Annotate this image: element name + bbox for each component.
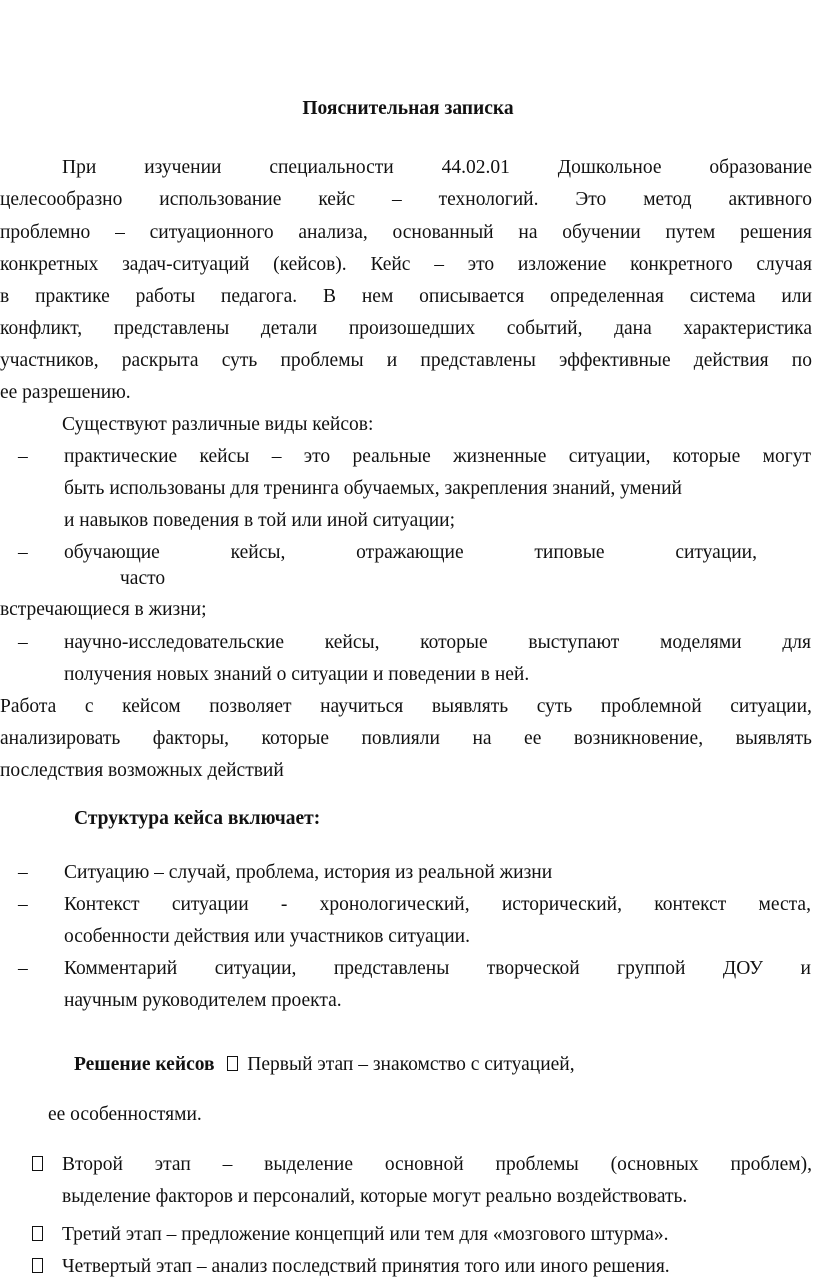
- word: моделями: [660, 632, 742, 653]
- box-bullet-icon: [32, 1257, 43, 1277]
- types-item-1-line-1: [64, 447, 811, 467]
- word: педагога.: [220, 286, 298, 307]
- types-item-3-line-1: [64, 633, 811, 653]
- solution-stage-1-text: Первый этап – знакомство с ситуацией,: [247, 1054, 575, 1075]
- word: ситуации,: [675, 542, 757, 563]
- types-heading: Существуют различные виды кейсов:: [62, 414, 374, 435]
- word: случая: [756, 254, 812, 275]
- work-line-3: последствия возможных действий: [0, 760, 284, 781]
- word: проблемы: [280, 350, 364, 371]
- word: В: [322, 286, 336, 307]
- solution-stage-3: Третий этап – предложение концепций или тем для «мозгового штурма».: [62, 1224, 669, 1245]
- word: и: [386, 350, 398, 371]
- word: система: [689, 286, 756, 307]
- word: использование: [159, 189, 282, 210]
- word: кейс: [318, 189, 356, 210]
- word: для: [782, 632, 811, 653]
- word: кейсы: [199, 446, 250, 467]
- word: изучении: [144, 157, 222, 178]
- word: это: [303, 446, 331, 467]
- word: контекст: [654, 894, 727, 915]
- word: выявлять: [431, 696, 509, 717]
- solution-stage-4: Четвертый этап – анализ последствий принятия того или иного решения.: [62, 1256, 670, 1277]
- word: ситуации: [171, 894, 249, 915]
- word: представлены: [113, 318, 230, 339]
- solution-stage-2-line-1: [62, 1155, 812, 1175]
- word: основной: [384, 1154, 464, 1175]
- word: дана: [614, 318, 652, 339]
- word: с: [84, 696, 94, 717]
- word: Кейс: [370, 254, 411, 275]
- word: на: [472, 728, 492, 749]
- word: Дошкольное: [557, 157, 662, 178]
- word: выявлять: [735, 728, 812, 749]
- types-item-2-line-1: [64, 543, 757, 563]
- intro-line-4: [0, 255, 812, 275]
- word: представлены: [420, 350, 536, 371]
- solution-heading-line: [74, 1055, 575, 1075]
- word: возникновение,: [573, 728, 704, 749]
- word: выступают: [528, 632, 620, 653]
- word: ситуации,: [568, 446, 651, 467]
- structure-heading: Структура кейса включает:: [74, 808, 321, 829]
- list-dash: –: [18, 446, 28, 467]
- word: исторический,: [501, 894, 622, 915]
- word: -: [280, 894, 288, 915]
- list-dash: –: [18, 542, 28, 563]
- list-dash: –: [18, 862, 28, 883]
- word: это: [467, 254, 495, 275]
- work-line-1: [0, 697, 812, 717]
- word: выделение: [264, 1154, 353, 1175]
- word: путем: [665, 222, 716, 243]
- word: При: [62, 157, 97, 178]
- word: типовые: [534, 542, 605, 563]
- word: (основных: [610, 1154, 699, 1175]
- word: хронологический,: [319, 894, 470, 915]
- work-line-2: [0, 729, 812, 749]
- word: суть: [221, 350, 258, 371]
- word: ситуационного: [149, 222, 274, 243]
- box-bullet-icon: [32, 1155, 43, 1175]
- word: группой: [617, 958, 686, 979]
- word: специальности: [269, 157, 394, 178]
- word: практике: [35, 286, 110, 307]
- word: практические: [64, 446, 178, 467]
- box-bullet-icon: [32, 1225, 43, 1245]
- types-item-1-line-2: быть использованы для тренинга обучаемых, закрепления знаний, умений: [64, 478, 682, 499]
- word: эффективные: [559, 350, 671, 371]
- word: по: [791, 350, 812, 371]
- word: 44.02.01: [441, 157, 510, 178]
- word: суть: [536, 696, 573, 717]
- structure-item-3-line-2: научным руководителем проекта.: [64, 990, 342, 1011]
- word: характеристика: [683, 318, 812, 339]
- word: обучении: [562, 222, 641, 243]
- solution-stage-1-line-2: ее особенностями.: [48, 1104, 202, 1125]
- word: позволяет: [209, 696, 292, 717]
- structure-item-3-line-1: [64, 959, 811, 979]
- solution-stage-2-line-2: выделение факторов и персоналий, которые могут реально воздействовать.: [62, 1186, 688, 1207]
- word: анализировать: [0, 728, 121, 749]
- word: технологий.: [438, 189, 539, 210]
- word: жизненные: [453, 446, 547, 467]
- document-title: Пояснительная записка: [302, 98, 514, 119]
- word: конкретных: [0, 254, 99, 275]
- word: представлены: [333, 958, 450, 979]
- word: участников,: [0, 350, 99, 371]
- word: раскрыта: [121, 350, 199, 371]
- word: активного: [728, 189, 812, 210]
- box-bullet-icon: [227, 1056, 238, 1071]
- word: могут: [762, 446, 811, 467]
- word: событий,: [506, 318, 583, 339]
- word: обучающие: [64, 542, 160, 563]
- word: повлияли: [361, 728, 440, 749]
- word: –: [271, 446, 282, 467]
- word: кейсы,: [324, 632, 380, 653]
- word: (кейсов).: [273, 254, 347, 275]
- word: Это: [575, 189, 607, 210]
- word: и: [800, 958, 811, 979]
- word: основанный: [392, 222, 494, 243]
- word: ее: [524, 728, 542, 749]
- word: проблемной: [600, 696, 702, 717]
- word: Работа: [0, 696, 57, 717]
- word: ДОУ: [722, 958, 764, 979]
- word: которые: [261, 728, 329, 749]
- word: которые: [420, 632, 488, 653]
- word: описывается: [419, 286, 525, 307]
- word: детали: [260, 318, 318, 339]
- word: отражающие: [356, 542, 464, 563]
- word: анализа,: [298, 222, 368, 243]
- types-item-2-line-3: встречающиеся в жизни;: [0, 599, 207, 620]
- word: –: [434, 254, 444, 275]
- word: творческой: [486, 958, 580, 979]
- word: конфликт,: [0, 318, 83, 339]
- structure-item-2-line-1: [64, 895, 811, 915]
- types-item-2-line-2: часто: [120, 568, 166, 589]
- word: проблемы: [495, 1154, 579, 1175]
- word: кейсы,: [230, 542, 286, 563]
- word: факторы,: [152, 728, 229, 749]
- word: Контекст: [64, 894, 140, 915]
- word: кейсом: [122, 696, 181, 717]
- word: которые: [672, 446, 741, 467]
- word: определенная: [550, 286, 664, 307]
- word: –: [222, 1154, 233, 1175]
- word: действия: [693, 350, 769, 371]
- intro-line-1: [62, 158, 812, 178]
- word: места,: [758, 894, 811, 915]
- word: Комментарий: [64, 958, 178, 979]
- intro-line-2: [0, 190, 812, 210]
- word: –: [391, 189, 402, 210]
- intro-line-5: [0, 287, 812, 307]
- word: метод: [643, 189, 692, 210]
- list-dash: –: [18, 894, 28, 915]
- types-item-3-line-2: получения новых знаний о ситуации и поведении в ней.: [64, 664, 530, 685]
- word: образование: [709, 157, 812, 178]
- word: реальные: [352, 446, 431, 467]
- word: в: [0, 286, 10, 307]
- word: произошедших: [348, 318, 476, 339]
- list-dash: –: [18, 632, 28, 653]
- word: научно-исследовательские: [64, 632, 285, 653]
- word: проблемно: [0, 222, 91, 243]
- intro-line-7: [0, 351, 812, 371]
- word: ситуации,: [214, 958, 297, 979]
- word: Второй: [62, 1154, 123, 1175]
- word: задач-ситуаций: [122, 254, 250, 275]
- word: целесообразно: [0, 189, 123, 210]
- structure-item-2-line-2: особенности действия или участников ситуации.: [64, 926, 470, 947]
- word: нем: [361, 286, 394, 307]
- intro-line-3: [0, 223, 812, 243]
- word: решения: [739, 222, 812, 243]
- word: конкретного: [630, 254, 733, 275]
- intro-line-6: [0, 319, 812, 339]
- word: научиться: [320, 696, 404, 717]
- word: изложение: [517, 254, 607, 275]
- solution-heading: Решение кейсов: [74, 1054, 215, 1075]
- word: работы: [135, 286, 196, 307]
- word: –: [115, 222, 125, 243]
- word: проблем),: [730, 1154, 812, 1175]
- types-item-1-line-3: и навыков поведения в той или иной ситуации;: [64, 510, 456, 531]
- structure-item-1: Ситуацию – случай, проблема, история из реальной жизни: [64, 862, 553, 883]
- list-dash: –: [18, 958, 28, 979]
- word: или: [781, 286, 812, 307]
- word: на: [518, 222, 538, 243]
- word: ситуации,: [730, 696, 812, 717]
- word: этап: [154, 1154, 191, 1175]
- intro-line-8: ее разрешению.: [0, 382, 131, 403]
